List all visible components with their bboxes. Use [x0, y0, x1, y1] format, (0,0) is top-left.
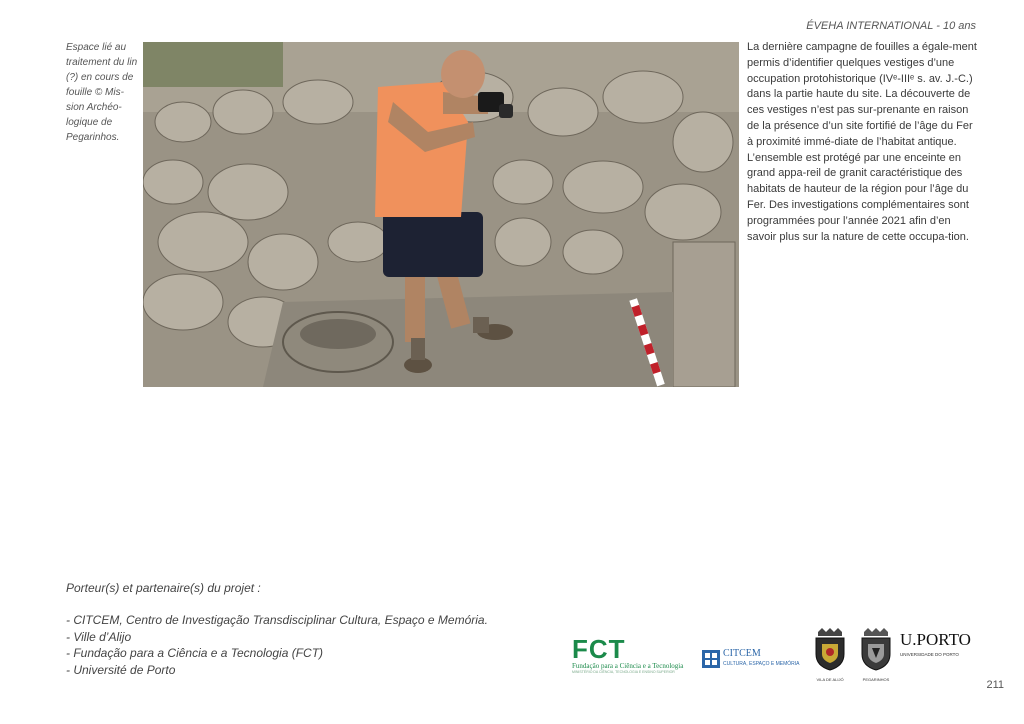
partner-item: - CITCEM, Centro de Investigação Transdisciplinar Cultura, Espaço e Memória.: [66, 613, 488, 627]
citcem-logo-subtitle: CULTURA, ESPAÇO E MEMÓRIA: [723, 661, 800, 667]
fct-logo-tagline: MINISTÉRIO DA CIÊNCIA, TECNOLOGIA E ENSINO SUPERIOR: [572, 670, 675, 674]
alijo-crest-label: VILA DE ALIJÓ: [816, 677, 844, 682]
citcem-square-icon: [702, 650, 720, 668]
running-header: ÉVEHA INTERNATIONAL - 10 ans: [806, 20, 976, 32]
excavation-photo-illustration: [143, 42, 739, 387]
uporto-logo-mark: U.PORTO: [900, 630, 971, 649]
uporto-logo-subtitle: UNIVERSIDADE DO PORTO: [900, 652, 959, 657]
pegarinhos-crest-logo: [858, 628, 894, 680]
fct-logo: [572, 636, 697, 674]
fct-logo-subtitle: Fundação para a Ciência e a Tecnologia: [572, 662, 684, 670]
partner-item: - Université de Porto: [66, 662, 176, 677]
partner-item: - Ville d’Alijo: [66, 629, 132, 644]
partner-logos: [572, 624, 982, 684]
partners-title: Porteur(s) et partenaire(s) du projet :: [66, 581, 261, 595]
alijo-crest-logo: [812, 628, 848, 680]
citcem-logo: [702, 648, 800, 672]
crest-icon: [858, 628, 894, 672]
partner-item: - Fundação para a Ciência e a Tecnologia (FCT): [66, 646, 324, 660]
crest-icon: [812, 628, 848, 672]
partners-list: [66, 612, 488, 678]
excavation-photo: [143, 42, 739, 387]
citcem-logo-mark: CITCEM: [723, 648, 761, 659]
figure-caption: Espace lié au traitement du lin (?) en cours de fouille © Mis-sion Archéo-logique de Pegarinhos.: [66, 42, 138, 143]
page-number: 211: [986, 679, 1004, 691]
pegarinhos-crest-label: PEGARINHOS: [862, 677, 890, 682]
uporto-logo: [900, 630, 980, 670]
body-paragraph: La dernière campagne de fouilles a égale-ment permis d’identifier quelques vestiges d’une occupation protohistorique (IVᵉ-IIIᵉ s. av. J.-C.) dans la partie haute du site. La découverte de ces vestiges n’est pas sur-prenante en raison de la présence d’un site fortifié de l’âge du Fer à proximité immé-diate de l’habitat antique. L’ensemble est protégé par une enceinte en grand appa-reil de granit caractéristique des habitats de hauteur de la région pour l’âge du Fer. Des investigations complémentaires sont programmées pour l’année 2021 afin d’en savoir plus sur la nature de cette occupa-tion.: [747, 41, 977, 243]
fct-logo-mark: FCT: [572, 634, 626, 664]
